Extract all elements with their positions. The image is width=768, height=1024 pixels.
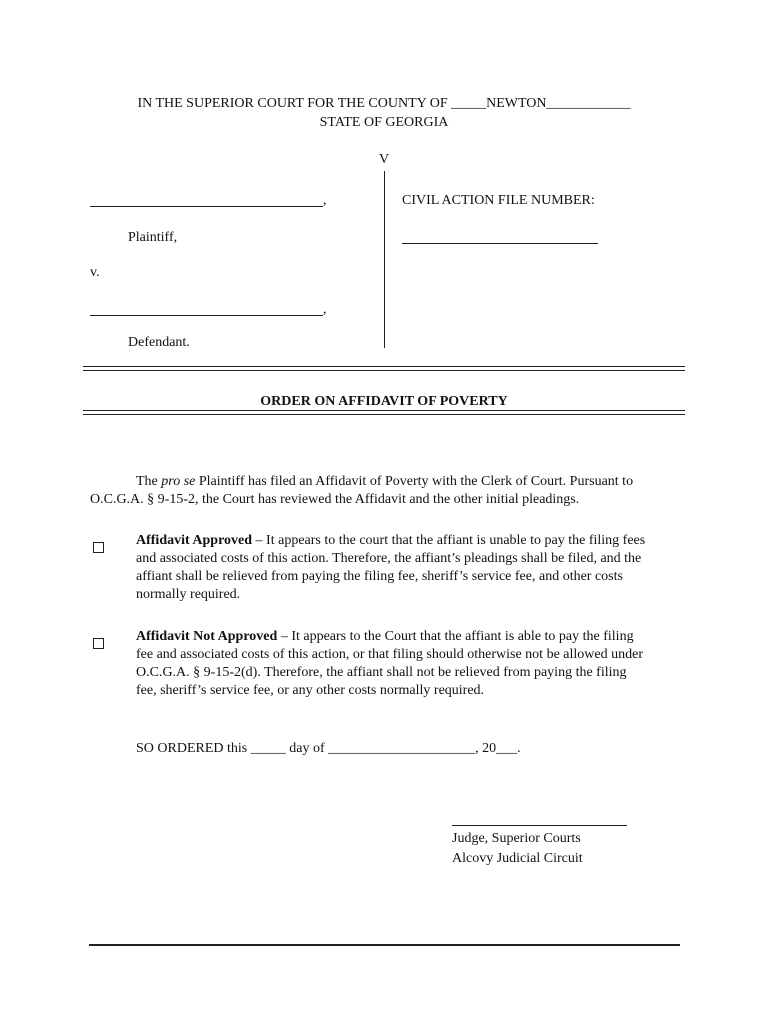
defendant-comma: , [323,302,327,317]
defendant-label: Defendant. [128,335,190,350]
title-rule-top-1 [83,366,685,367]
state-heading: STATE OF GEORGIA [319,115,449,130]
judge-signature-line [452,825,627,826]
approved-heading: Affidavit Approved [136,533,253,548]
defendant-name-line [90,315,323,316]
not-approved-text: – It appears to the Court that the affiant is able to pay the filing fee and associated costs of this action, or that filing should otherwise not be allowed under O.C.G.A. § 9-15-2(d). Therefore, the affiant shall not be relieved from paying the filing fee, sheriff’s service fee, or any other costs normally required. [136,629,643,698]
plaintiff-name-line [90,206,323,207]
plaintiff-label: Plaintiff, [128,230,178,245]
title-rule-bottom-1 [83,410,685,411]
not-approved-checkbox[interactable] [93,638,104,649]
title-rule-top-2 [83,370,685,371]
approved-checkbox[interactable] [93,542,104,553]
caption-vertical-divider [384,171,385,348]
caption-divider-mark: V [379,152,390,167]
plaintiff-comma: , [323,193,327,208]
court-heading: IN THE SUPERIOR COURT FOR THE COUNTY OF _____NEWTON____________ [137,96,631,111]
title-rule-bottom-2 [83,414,685,415]
judge-title: Judge, Superior Courts [452,831,581,846]
judicial-circuit: Alcovy Judicial Circuit [452,851,583,866]
approved-text: – It appears to the court that the affiant is unable to pay the filing fees and associated costs of this action. Therefore, the affiant’s pleadings shall be filed, and the affiant shall be relieved from paying the filing fee, sheriff’s service fee, and other costs normally required. [136,533,646,602]
document-title: ORDER ON AFFIDAVIT OF POVERTY [260,394,508,409]
intro-pro-se: pro se [161,474,196,489]
not-approved-heading: Affidavit Not Approved [136,629,278,644]
so-ordered-line: SO ORDERED this _____ day of _____________________, 20___. [136,741,521,756]
versus-label: v. [90,265,100,280]
file-number-line [402,243,598,244]
intro-text-rest: Plaintiff has filed an Affidavit of Poverty with the Clerk of Court. Pursuant to O.C.G.A. § 9-15-2, the Court has reviewed the Affidavit and the other initial pleadings. [90,474,634,507]
not-approved-paragraph [136,628,644,700]
approved-paragraph [136,532,664,604]
intro-text-start: The [136,474,162,489]
intro-paragraph [90,473,660,509]
footer-rule [89,944,680,946]
file-number-label: CIVIL ACTION FILE NUMBER: [402,193,595,208]
